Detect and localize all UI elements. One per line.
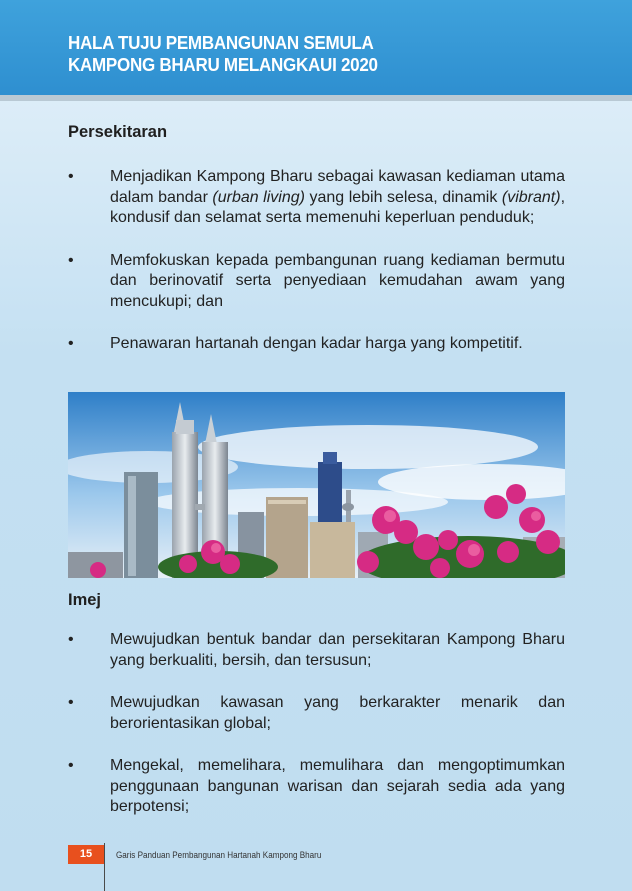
- item-text: Memfokuskan kepada pembangunan ruang kediaman bermutu dan berinovatif serta penyediaan kemudahan awam yang mencukupi; dan: [110, 251, 565, 310]
- item-text: Mengekal, memelihara, memulihara dan mengoptimumkan penggunaan bangunan warisan dan sejarah sedia ada yang berpotensi;: [110, 757, 565, 815]
- bullet-icon: •: [68, 335, 74, 352]
- list-item: [68, 251, 565, 313]
- page-number: 15: [68, 845, 104, 864]
- persekitaran-list: [68, 167, 565, 355]
- bullet-icon: •: [68, 631, 74, 648]
- imej-list: [68, 630, 565, 818]
- kuala-lumpur-skyline-photo: [68, 392, 565, 578]
- list-item: [68, 693, 565, 734]
- item-text: Mewujudkan bentuk bandar dan persekitaran Kampong Bharu yang berkualiti, bersih, dan tersusun;: [110, 631, 565, 669]
- item-text-part: , kondusif dan selamat serta memenuhi keperluan penduduk;: [110, 188, 566, 226]
- item-text: [110, 168, 565, 226]
- title-line-1: HALA TUJU PEMBANGUNAN SEMULA: [68, 32, 374, 53]
- section-heading-imej: Imej: [68, 591, 102, 609]
- section-heading-persekitaran: Persekitaran: [68, 123, 168, 141]
- bullet-icon: •: [68, 168, 74, 185]
- list-item: [68, 167, 565, 229]
- bullet-icon: •: [68, 694, 74, 711]
- bullet-icon: •: [68, 251, 74, 269]
- list-item: [68, 630, 565, 671]
- header-divider: [0, 95, 632, 101]
- item-text-italic: (vibrant): [501, 188, 561, 206]
- page-title: [68, 32, 378, 76]
- footer-title: Garis Panduan Pembangunan Hartanah Kampong Bharu: [116, 850, 322, 860]
- skyline-illustration: [68, 392, 565, 578]
- item-text-part: yang lebih selesa, dinamik: [304, 188, 502, 206]
- item-text-italic: (urban living): [212, 188, 305, 206]
- list-item: [68, 334, 565, 355]
- item-text: Mewujudkan kawasan yang berkarakter menarik dan berorientasikan global;: [110, 694, 565, 732]
- list-item: [68, 756, 565, 818]
- item-text: Penawaran hartanah dengan kadar harga yang kompetitif.: [110, 335, 523, 352]
- bullet-icon: •: [68, 757, 74, 774]
- footer-divider: [104, 843, 105, 891]
- item-text-part: Menjadikan Kampong Bharu sebagai kawasan kediaman utama dalam bandar: [110, 168, 565, 206]
- title-line-2: KAMPONG BHARU MELANGKAUI 2020: [68, 54, 378, 75]
